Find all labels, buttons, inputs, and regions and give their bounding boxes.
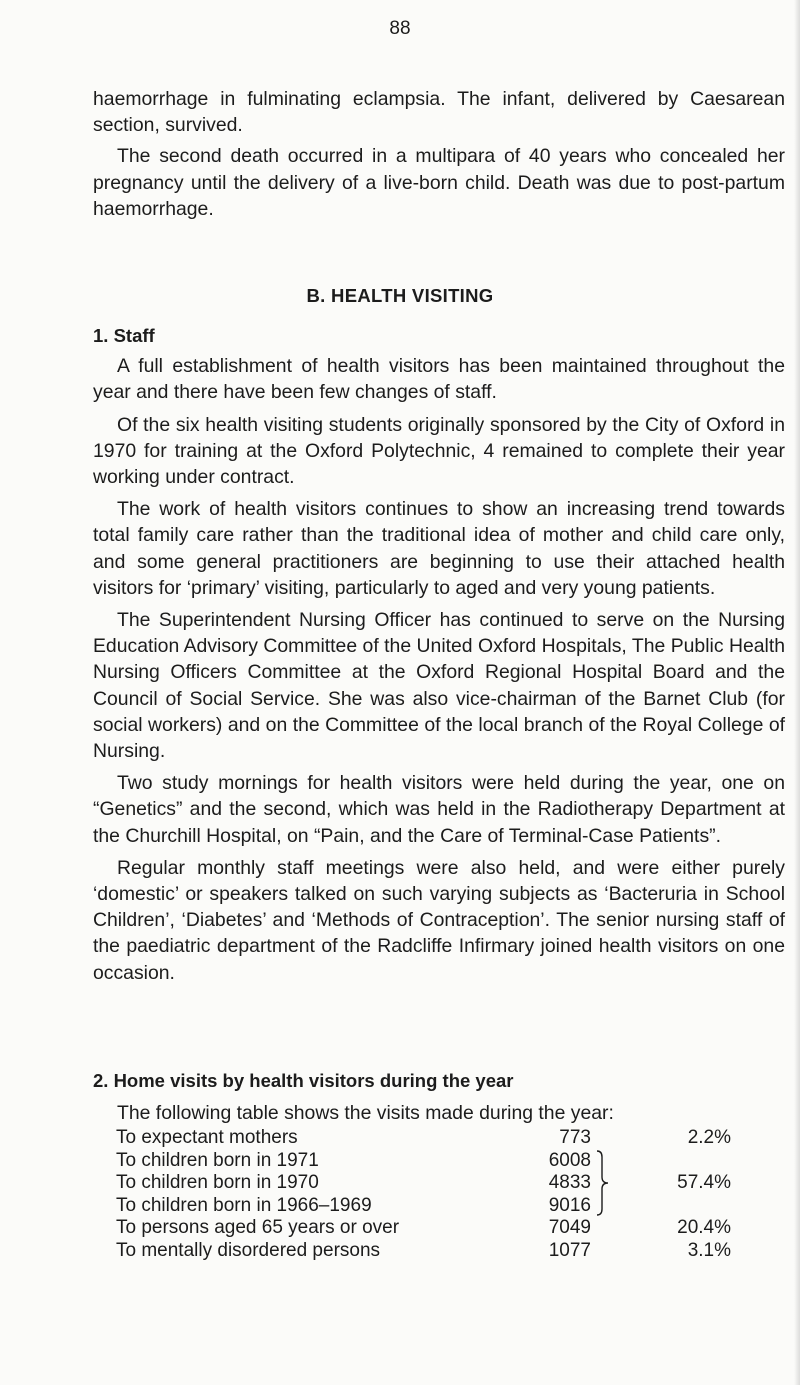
home-visits-section xyxy=(93,1068,785,1126)
paragraph: haemorrhage in fulminating eclampsia. The infant, delivered by Caesarean section, survived. xyxy=(93,88,785,137)
row-count: 7049 xyxy=(548,1217,591,1239)
visits-table xyxy=(93,1127,753,1263)
table-row xyxy=(93,1240,753,1263)
row-count: 6008 xyxy=(548,1149,591,1171)
table-row xyxy=(93,1127,753,1150)
opening-text xyxy=(93,86,785,222)
row-label: To mentally disordered persons xyxy=(116,1239,381,1261)
paragraph: A full establishment of health visitors has been maintained throughout the year and there have been few changes of staff. xyxy=(93,355,785,404)
paragraph: The work of health visitors continues to show an increasing trend towards total family care rather than the traditional idea of mother and child care only, and some general practitioners are beginning to use their attached health visitors for ‘primary’ visiting, particularly to aged and very young patients. xyxy=(93,498,785,599)
row-label: To persons aged 65 years or over xyxy=(116,1217,400,1239)
paragraph: The second death occurred in a multipara of 40 years who concealed her pregnancy until the delivery of a live-born child. Death was due to post-partum haemorrhage. xyxy=(93,145,785,220)
staff-section xyxy=(93,323,785,986)
paragraph: Two study mornings for health visitors were held during the year, one on “Genetics” and the second, which was held in the Radiotherapy Department at the Churchill Hospital, on “Pain, and the Care of Terminal-Case Patients”. xyxy=(93,772,785,847)
row-label: To expectant mothers xyxy=(116,1127,298,1148)
row-percent: 3.1% xyxy=(687,1239,731,1261)
row-label: To children born in 1970 xyxy=(116,1172,319,1194)
section-heading: B. HEALTH VISITING xyxy=(306,285,494,306)
paragraph: Regular monthly staff meetings were also held, and were either purely ‘domestic’ or speakers talked on such varying subjects as ‘Bacteruria in School Children’, ‘Diabetes’ and ‘Methods of Contraception’. The senior nursing staff of the paediatric department of the Radcliffe Infirmary joined health visitors on one occasion. xyxy=(93,856,785,984)
table-row xyxy=(93,1195,753,1218)
row-count: 1077 xyxy=(548,1239,591,1261)
sub-heading-home-visits: 2. Home visits by health visitors during the year xyxy=(93,1070,514,1091)
table-row xyxy=(93,1150,753,1173)
paragraph: Of the six health visiting students originally sponsored by the City of Oxford in 1970 for training at the Oxford Polytechnic, 4 remained to complete their year working under contract. xyxy=(93,413,785,489)
row-percent: 2.2% xyxy=(687,1127,731,1148)
table-intro: The following table shows the visits made during the year: xyxy=(117,1102,614,1125)
row-label: To children born in 1971 xyxy=(116,1149,319,1171)
page-edge-shadow xyxy=(794,0,800,1385)
children-group-percent: 57.4% xyxy=(677,1172,731,1193)
sub-heading-staff: 1. Staff xyxy=(93,325,155,346)
row-count: 4833 xyxy=(548,1172,591,1194)
row-percent: 20.4% xyxy=(677,1217,731,1239)
row-count: 9016 xyxy=(548,1194,591,1216)
curly-brace-icon xyxy=(596,1149,610,1217)
row-label: To children born in 1966–1969 xyxy=(116,1194,372,1216)
page-number: 88 xyxy=(389,18,411,39)
table-row xyxy=(93,1217,753,1240)
row-count: 773 xyxy=(559,1127,591,1148)
paragraph: The Superintendent Nursing Officer has continued to serve on the Nursing Education Advisory Committee of the United Oxford Hospitals, The Public Health Nursing Officers Committee at the Oxford Regional Hospital Board and the Council of Social Service. She was also vice-chairman of the Barnet Club (for social workers) and on the Committee of the local branch of the Royal College of Nursing. xyxy=(93,609,785,763)
